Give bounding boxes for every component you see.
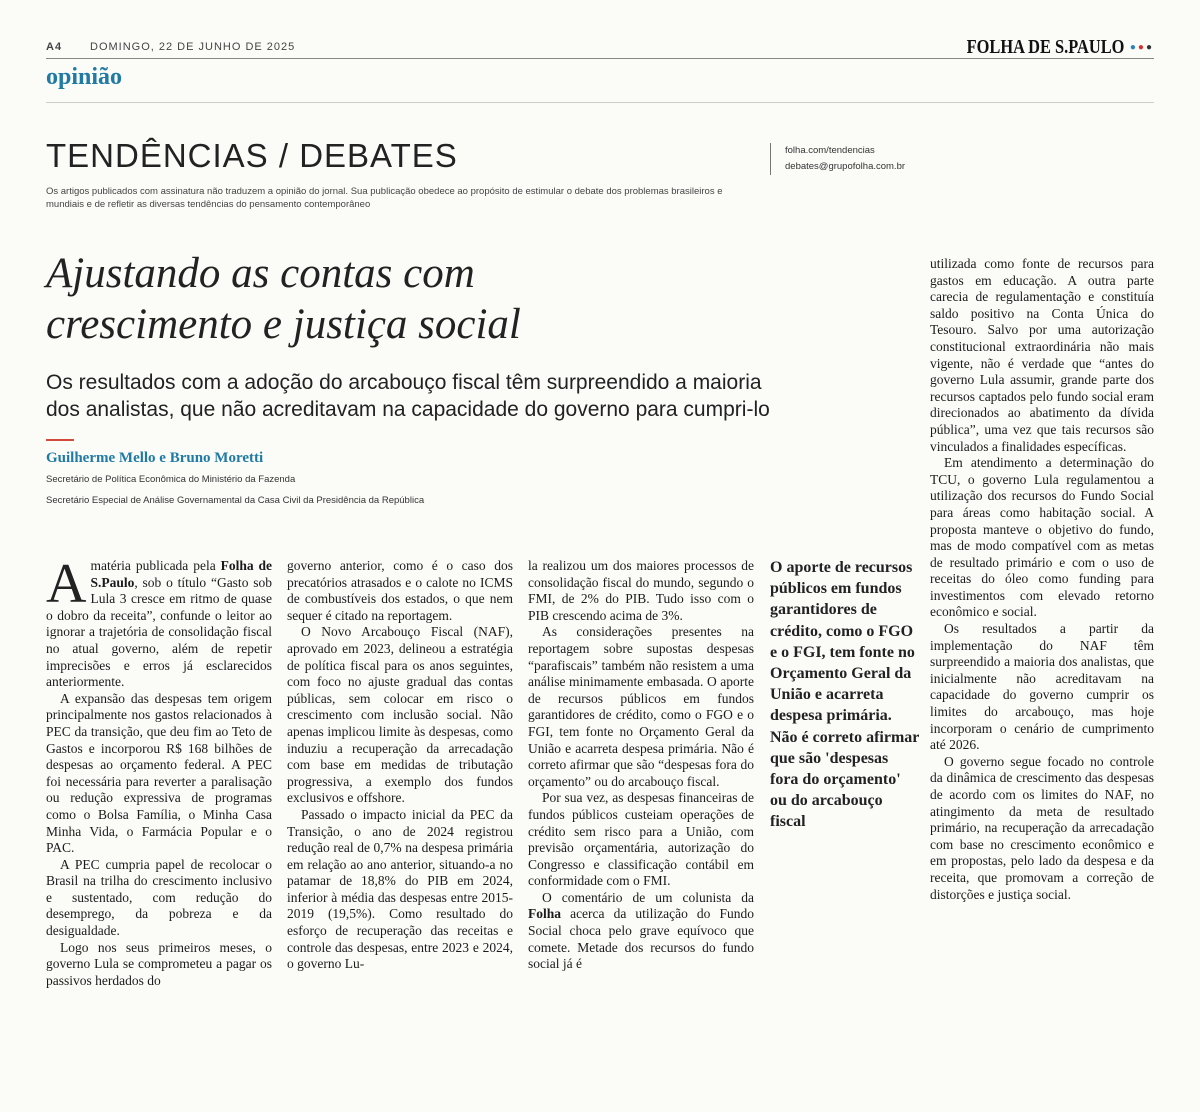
headline-line-2: crescimento e justiça social [46, 301, 521, 348]
pull-quote: O aporte de recursos públicos em fundos garantidores de crédito, como o FGO e o FGI, tem fonte no Orçamento Geral da União e acarreta despesa primária. Não é correto afirmar que são 'despesas fora do orçamento' ou do arcabouço fiscal [770, 559, 920, 831]
newspaper-name: Folha [528, 906, 562, 922]
headline-line-1: Ajustando as contas com [46, 250, 475, 297]
paragraph: O Novo Arcabouço Fiscal (NAF), aprovado em 2023, delineou a estratégia de política fiscal para os anos seguintes, com foco no ajuste gradual das contas públicas, sem colocar em risco o crescimento com inclusão social. Não apenas implicou limite às despesas, como induziu a recuperação da arrecadação com base em medidas de tributação progressiva, a exemplo dos fundos exclusivos e offshore. [287, 624, 513, 806]
paragraph: Os resultados a partir da implementação do NAF têm surpreendido a maioria dos analistas, que inicialmente não acreditavam na capacidade do governo cumprir os limites do arcabouço, mas hoje incorporam o cenário de cumprimento até 2026. [930, 621, 1154, 753]
text-run: acerca da utilização do Fundo Social choca pelo grave equívoco que comete. Metade dos recursos do fundo social já é [528, 906, 754, 972]
column-title: TENDÊNCIAS / DEBATES [46, 137, 458, 174]
paragraph: A PEC cumpria papel de recolocar o Brasil na trilha do crescimento inclusivo e sustentado, com redução do desemprego, da pobreza e da desigualdade. [46, 856, 272, 939]
paragraph: Logo nos seus primeiros meses, o governo Lula se comprometeu a pagar os passivos herdados do [46, 939, 272, 988]
paragraph: Em atendimento a determinação do TCU, o governo Lula regulamentou a utilização dos recursos do Fundo Social para áreas como habitação social. A proposta manteve o objetivo do fundo, mas de modo compatível com as metas de resultado primário e com o uso de receitas do óleo como funding para investimentos com elevado retorno econômico e social. [930, 455, 1154, 620]
paragraph: As considerações presentes na reportagem sobre supostas despesas “parafiscais” também não resistem a uma análise minimamente embasada. O aporte de recursos públicos em fundos garantidores de crédito, como o FGO e o FGI, tem fonte no Orçamento Geral da União e acarreta despesa primária. Não é correto afirmar que são “despesas fora do orçamento” ou do arcabouço fiscal. [528, 624, 754, 789]
paragraph: utilizada como fonte de recursos para gastos em educação. A outra parte carecia de regulamentação e constituía saldo positivo na Conta Única do Tesouro. Salvo por uma autorização constitucional extraordinária não mais vigente, não é verdade que “antes do governo Lula assumir, grande parte dos recursos captados pelo fundo social eram direcionados ao abatimento da dívida pública”, uma vez que tais recursos são vinculados a finalidades específicas. [930, 256, 1154, 454]
paragraph [46, 553, 272, 691]
text-run: O comentário de um colunista da [542, 889, 754, 905]
column-contacts [770, 143, 905, 175]
article-headline [46, 248, 746, 350]
page-number: A4 [46, 41, 63, 53]
section-divider [46, 102, 1154, 103]
brand-dots-icon: ●●● [1129, 42, 1154, 53]
section-title: opinião [46, 64, 123, 90]
paragraph: O governo segue focado no controle da dinâmica de crescimento das despesas de acordo com os limites do NAF, no atingimento da meta de resultado primário, na recuperação da arrecadação com base no crescimento econômico e em propostas, pelo lado da despesa e da receita, que promovam a correção de distorções e justiça social. [930, 753, 1154, 902]
paragraph: A expansão das despesas tem origem principalmente nos gastos relacionados à PEC da transição, que deu fim ao Teto de Gastos e incorporou R$ 168 bilhões de despesas ao orçamento federal. A PEC foi necessária para reverter a paralisação ou redução expressiva de programas como o Bolsa Família, o Minha Casa Minha Vida, o Farmácia Popular e o PAC. [46, 690, 272, 856]
column-email[interactable]: debates@grupofolha.com.br [785, 161, 906, 172]
article-column-1 [46, 553, 272, 989]
deck-line-1: Os resultados com a adoção do arcabouço fiscal têm surpreendido a maioria [46, 371, 762, 394]
paragraph: la realizou um dos maiores processos de consolidação fiscal do mundo, segundo o FMI, de 2% do PIB. Tudo isso com o PIB crescendo acima de 3%. [528, 558, 754, 623]
article-column-4 [930, 256, 1154, 903]
article-column-2 [287, 558, 513, 973]
byline-accent [46, 439, 74, 441]
paragraph: governo anterior, como é o caso dos precatórios atrasados e o calote no ICMS de combustíveis dos estados, o que nem sequer é citado na reportagem. [287, 558, 513, 623]
paragraph [528, 890, 754, 973]
drop-cap: A [46, 553, 87, 615]
paragraph: Por sua vez, as despesas financeiras de fundos públicos custeiam operações de crédito sem risco para a União, com previsão orçamentária, autorização do Congresso e classificação contábil em conformidade com o FMI. [528, 790, 754, 889]
article-authors: Guilherme Mello e Bruno Moretti [46, 450, 264, 466]
paragraph: Passado o impacto inicial da PEC da Transição, o ano de 2024 registrou redução real de 0,7% na despesa primária em relação ao ano anterior, situando-a no patamar de 18,8% do PIB em 2024, inferior à média das despesas entre 2015-2019 (19,5%). Como resultado do esforço de recuperação das receitas e controle das despesas, entre 2023 e 2024, o governo Lu- [287, 806, 513, 972]
article-column-3 [528, 558, 754, 973]
text-run: , sob o título “Gasto sob Lula 3 cresce em ritmo de quase o dobro da receita”, confunde o leitor ao ignorar a trajetória de consolidação fiscal no atual governo, além de repetir imprecisões e erros já esclarecidos anteriormente. [46, 574, 272, 690]
text-run: matéria publicada pela [90, 558, 221, 573]
author-role-1: Secretário de Política Econômica do Ministério da Fazenda [46, 474, 296, 485]
newspaper-logo: FOLHA DE S.PAULO [966, 36, 1124, 58]
author-role-2: Secretário Especial de Análise Governamental da Casa Civil da Presidência da República [46, 495, 425, 506]
header-divider [46, 58, 1154, 59]
article-deck [46, 369, 896, 423]
deck-line-2: dos analistas, que não acreditavam na capacidade do governo para cumpri-lo [46, 398, 770, 421]
newspaper-name: Folha de S.Paulo [90, 558, 272, 590]
page-header [46, 38, 1154, 58]
edition-date: DOMINGO, 22 DE JUNHO DE 2025 [90, 41, 296, 53]
column-disclaimer: Os artigos publicados com assinatura não traduzem a opinião do jornal. Sua publicação obedece ao propósito de estimular o debate dos problemas brasileiros e mundiais e de refletir as diversas tendências do pensamento contemporâneo [46, 186, 723, 210]
column-url[interactable]: folha.com/tendencias [785, 145, 875, 156]
